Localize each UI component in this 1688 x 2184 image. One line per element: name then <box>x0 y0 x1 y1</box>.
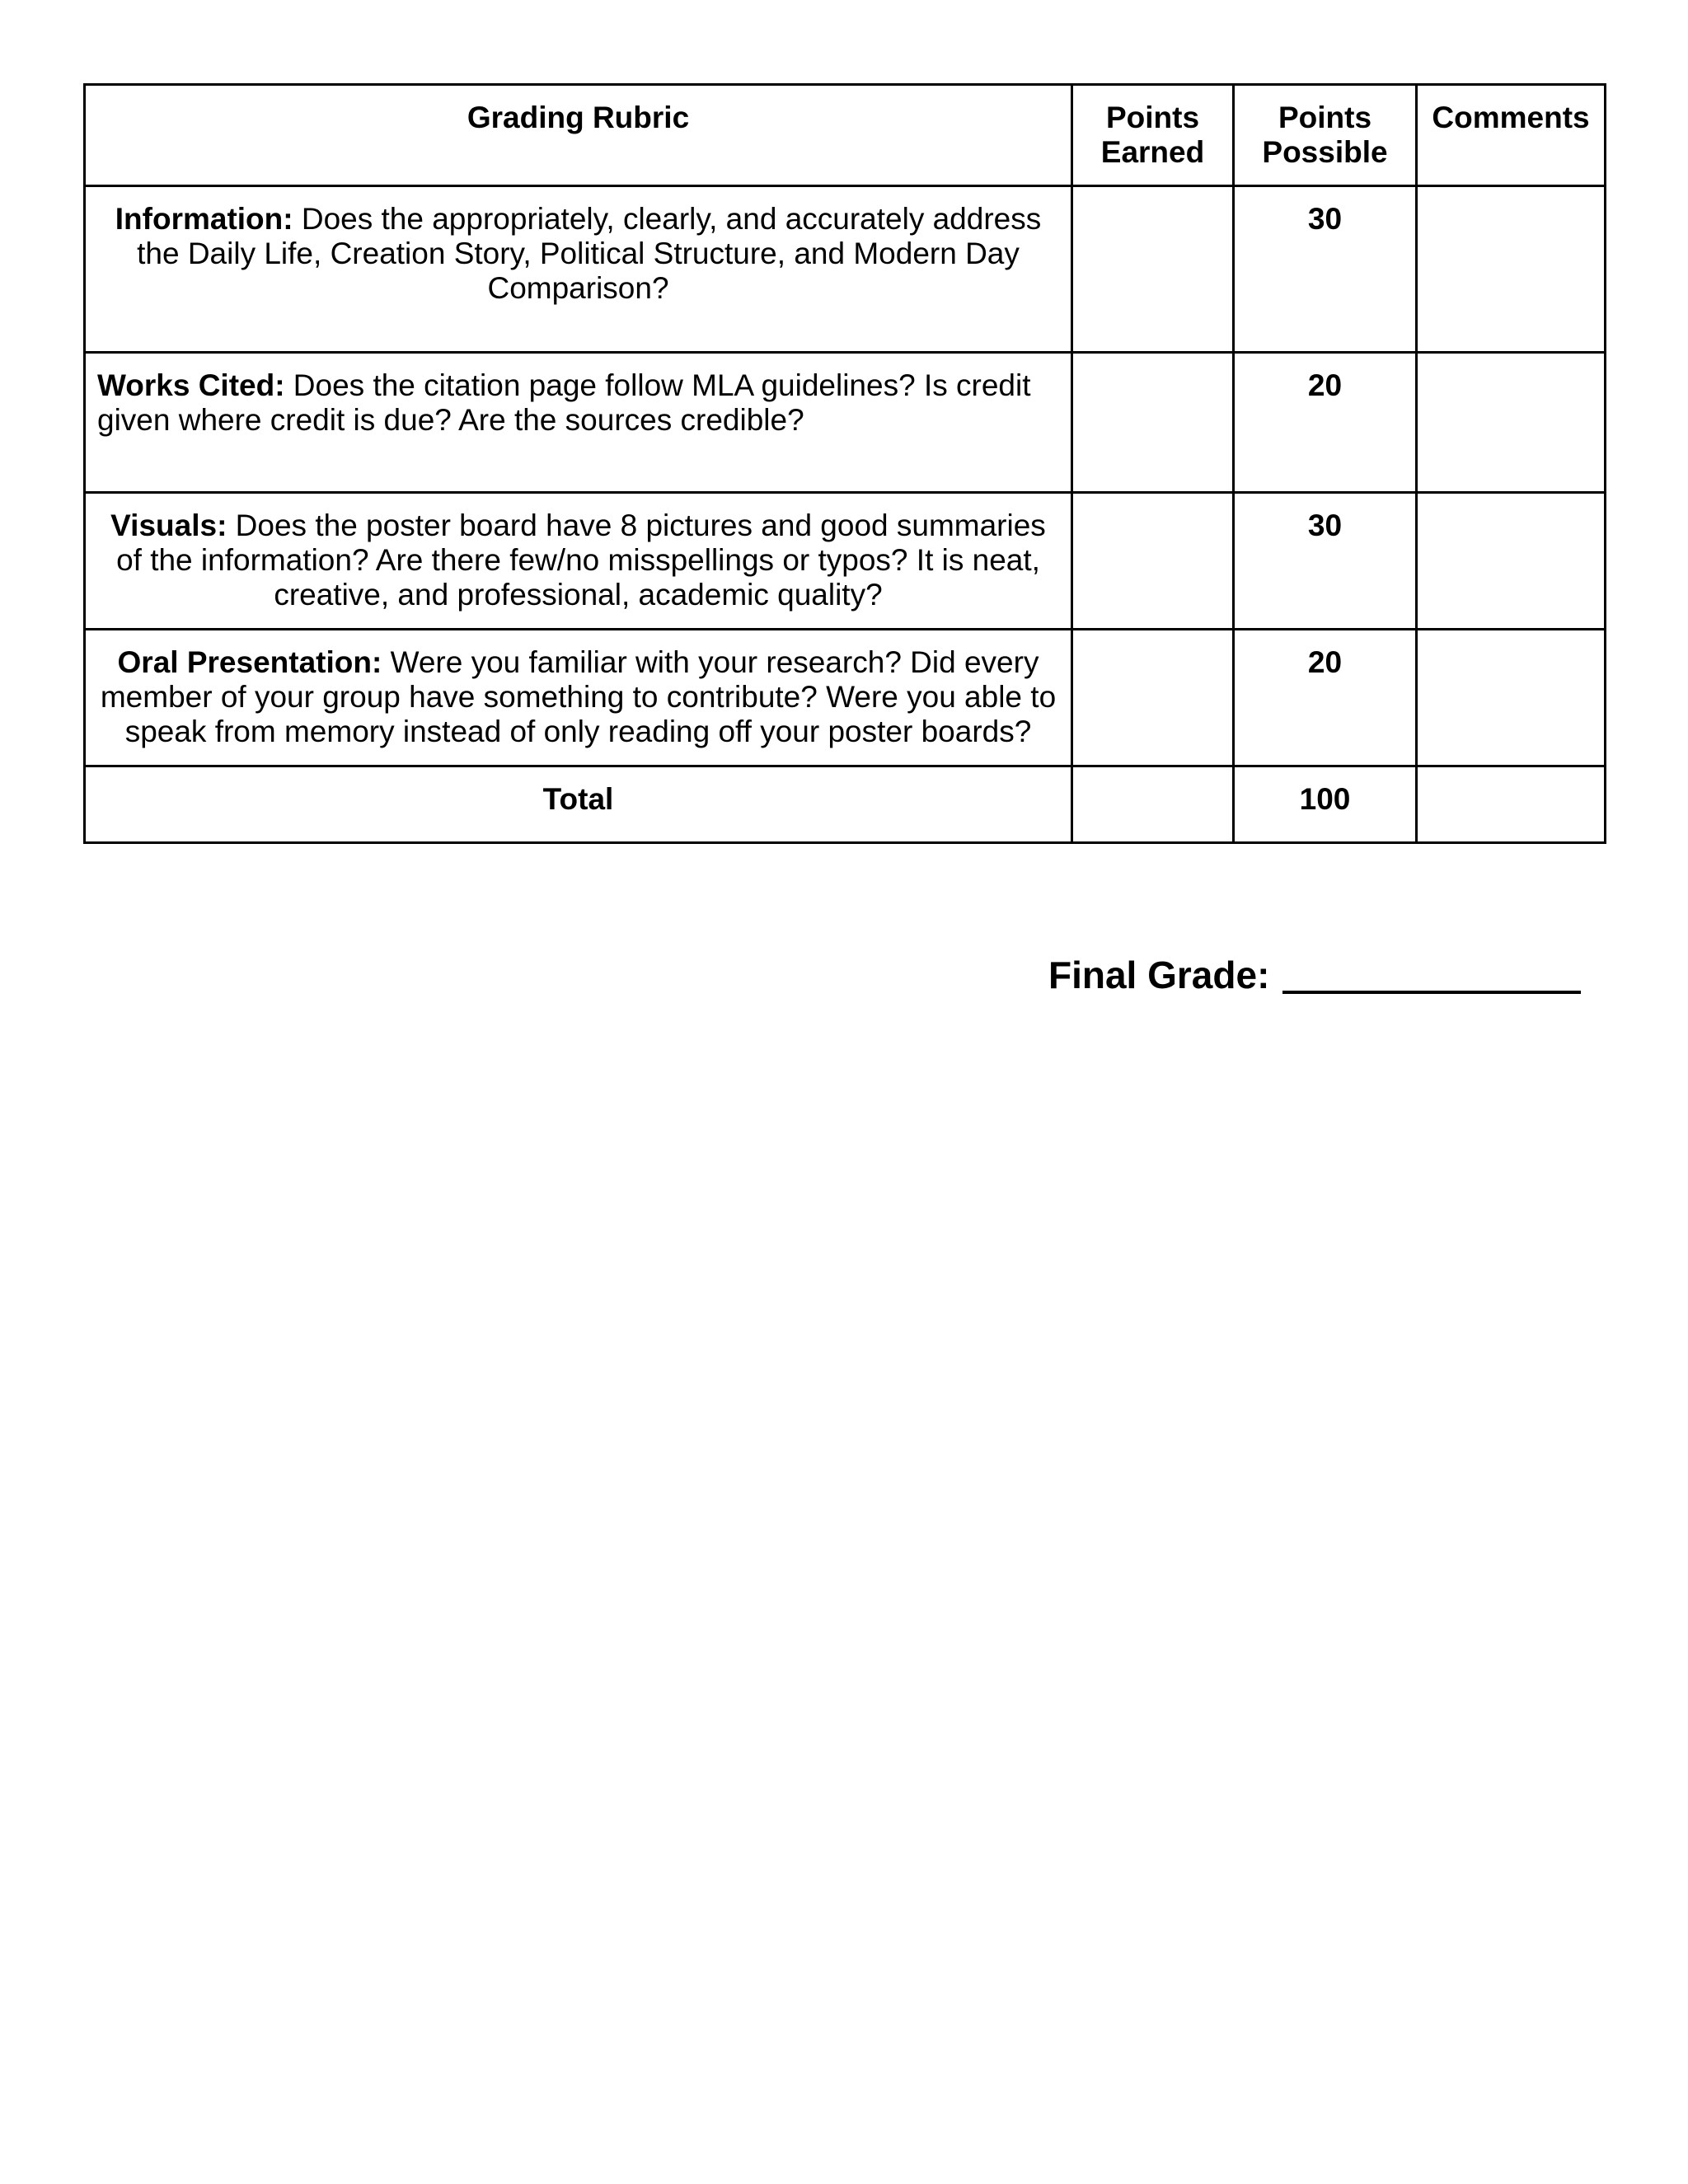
header-points-earned-line2: Earned <box>1100 135 1205 169</box>
points-possible-cell-works-cited: 20 <box>1234 353 1417 493</box>
criteria-text-oral-presentation: Were you familiar with your research? Did every member of your group have something to contribute? Were you able to speak from memory instead of only reading off your poster boards? <box>100 645 1057 748</box>
final-grade-blank-line[interactable] <box>1282 958 1581 994</box>
final-grade <box>1048 953 1581 997</box>
header-grading-rubric-text: Grading Rubric <box>467 101 690 134</box>
table-row-works-cited <box>85 353 1606 493</box>
criteria-cell-visuals <box>85 493 1072 630</box>
table-row-visuals <box>85 493 1606 630</box>
table-header-row <box>85 85 1606 186</box>
criteria-label-visuals: Visuals: <box>110 509 227 542</box>
header-grading-rubric <box>85 85 1072 186</box>
header-points-possible-line1: Points <box>1278 101 1372 134</box>
total-points-possible-cell: 100 <box>1234 766 1417 843</box>
table-row-information <box>85 186 1606 353</box>
header-comments-text: Comments <box>1432 101 1590 134</box>
points-possible-cell-oral-presentation: 20 <box>1234 630 1417 766</box>
table-row-oral-presentation <box>85 630 1606 766</box>
criteria-text-works-cited: Does the citation page follow MLA guidelines? Is credit given where credit is due? Are the sources credible? <box>97 368 1031 437</box>
header-points-earned <box>1072 85 1234 186</box>
comments-cell-visuals[interactable] <box>1417 493 1606 630</box>
total-comments-cell[interactable] <box>1417 766 1606 843</box>
header-points-earned-line1: Points <box>1105 101 1200 134</box>
points-earned-cell-oral-presentation[interactable] <box>1072 630 1234 766</box>
points-possible-cell-visuals: 30 <box>1234 493 1417 630</box>
criteria-cell-oral-presentation <box>85 630 1072 766</box>
points-earned-cell-visuals[interactable] <box>1072 493 1234 630</box>
criteria-cell-works-cited <box>85 353 1072 493</box>
criteria-label-works-cited: Works Cited: <box>97 368 285 402</box>
final-grade-label: Final Grade: <box>1048 954 1270 996</box>
criteria-cell-information <box>85 186 1072 353</box>
points-possible-cell-information: 30 <box>1234 186 1417 353</box>
criteria-text-information: Does the appropriately, clearly, and accurately address the Daily Life, Creation Story, Political Structure, and Modern Day Comparison? <box>137 202 1042 305</box>
comments-cell-works-cited[interactable] <box>1417 353 1606 493</box>
comments-cell-information[interactable] <box>1417 186 1606 353</box>
total-label-cell: Total <box>85 766 1072 843</box>
criteria-text-visuals: Does the poster board have 8 pictures and good summaries of the information? Are there few/no misspellings or typos? It is neat, creative, and professional, academic quality? <box>116 509 1046 612</box>
comments-cell-oral-presentation[interactable] <box>1417 630 1606 766</box>
criteria-label-oral-presentation: Oral Presentation: <box>117 645 382 679</box>
points-earned-cell-works-cited[interactable] <box>1072 353 1234 493</box>
total-points-earned-cell[interactable] <box>1072 766 1234 843</box>
header-comments <box>1417 85 1606 186</box>
criteria-label-information: Information: <box>115 202 293 236</box>
table-row-total <box>85 766 1606 843</box>
grading-rubric-table <box>83 83 1606 844</box>
header-points-possible <box>1234 85 1417 186</box>
header-points-possible-line2: Possible <box>1262 135 1388 169</box>
points-earned-cell-information[interactable] <box>1072 186 1234 353</box>
